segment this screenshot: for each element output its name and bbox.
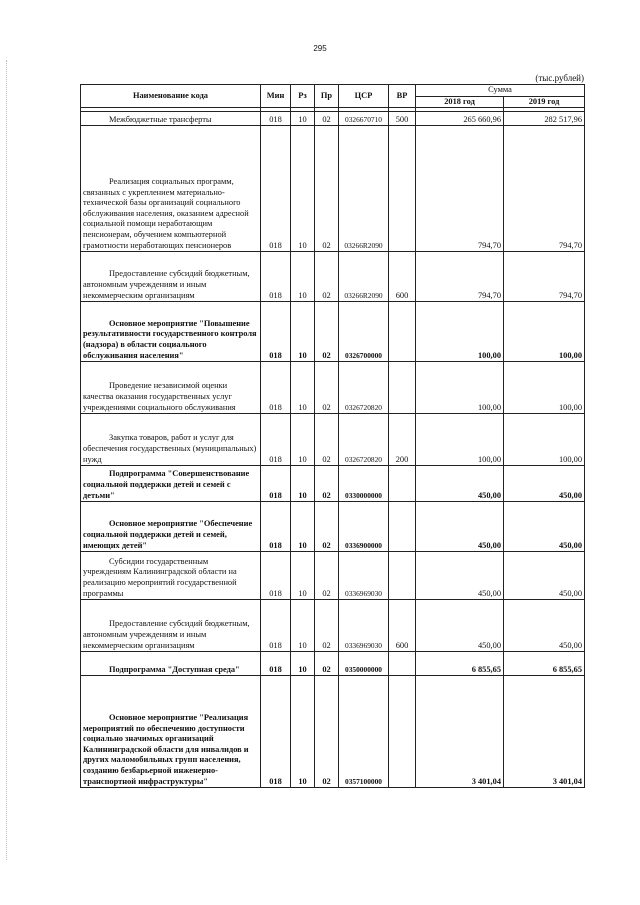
header-rz: Рз xyxy=(291,85,315,108)
row-2019: 100,00 xyxy=(504,414,585,466)
row-2018: 265 660,96 xyxy=(416,112,504,126)
row-rz: 10 xyxy=(291,502,315,552)
row-pr: 02 xyxy=(315,126,339,252)
row-vr: 500 xyxy=(389,112,416,126)
row-rz: 10 xyxy=(291,362,315,414)
row-pr: 02 xyxy=(315,414,339,466)
row-name: Реализация социальных программ, связанных с укреплением материально-технической базы организаций социального обслуживания населения, оказанием адресной социальной помощи неработающим пенсионерам, обучением компьютерной грамотности неработающих пенсионеров xyxy=(83,177,249,250)
row-csr: 0357100000 xyxy=(339,676,389,788)
table-row xyxy=(81,502,585,552)
row-pr: 02 xyxy=(315,252,339,302)
table-row xyxy=(81,676,585,788)
row-2019: 450,00 xyxy=(504,466,585,502)
page-number: 295 xyxy=(313,44,327,53)
row-vr xyxy=(389,676,416,788)
row-csr: 0326720820 xyxy=(339,362,389,414)
row-2019: 450,00 xyxy=(504,600,585,652)
row-name: Субсидии государственным учреждениям Калининградской области на реализацию мероприятий государственной программы xyxy=(83,556,237,598)
row-pr: 02 xyxy=(315,552,339,600)
row-pr: 02 xyxy=(315,466,339,502)
row-pr: 02 xyxy=(315,676,339,788)
row-pr: 02 xyxy=(315,502,339,552)
row-2019: 100,00 xyxy=(504,302,585,362)
row-csr: 0336900000 xyxy=(339,502,389,552)
header-pr: Пр xyxy=(315,85,339,108)
row-vr xyxy=(389,126,416,252)
row-vr xyxy=(389,302,416,362)
row-csr: 0330000000 xyxy=(339,466,389,502)
row-rz: 10 xyxy=(291,652,315,676)
row-2018: 100,00 xyxy=(416,362,504,414)
row-2019: 794,70 xyxy=(504,126,585,252)
row-rz: 10 xyxy=(291,126,315,252)
row-vr xyxy=(389,362,416,414)
row-min: 018 xyxy=(261,652,291,676)
header-sum: Сумма xyxy=(416,85,585,97)
table-row xyxy=(81,466,585,502)
row-rz: 10 xyxy=(291,302,315,362)
row-csr: 0350000000 xyxy=(339,652,389,676)
budget-table xyxy=(80,84,585,788)
header-name: Наименование кода xyxy=(81,85,261,108)
row-pr: 02 xyxy=(315,112,339,126)
row-min: 018 xyxy=(261,362,291,414)
row-csr: 0326700000 xyxy=(339,302,389,362)
row-csr: 0336969030 xyxy=(339,552,389,600)
table-row xyxy=(81,252,585,302)
table-row xyxy=(81,302,585,362)
header-2018: 2018 год xyxy=(416,96,504,108)
row-rz: 10 xyxy=(291,112,315,126)
row-min: 018 xyxy=(261,600,291,652)
units-label: (тыс.рублей) xyxy=(535,73,584,83)
row-vr xyxy=(389,552,416,600)
row-2018: 450,00 xyxy=(416,600,504,652)
row-rz: 10 xyxy=(291,600,315,652)
row-name: Основное мероприятие "Реализация мероприятий по обеспечению доступности социально значимых организаций Калининградской области для инвалидов и других маломобильных групп населения, созданию безбарьерной инженерно-транспортной инфраструктуры" xyxy=(83,713,249,786)
table-row xyxy=(81,362,585,414)
row-name: Подпрограмма "Доступная среда" xyxy=(109,664,240,674)
row-vr xyxy=(389,466,416,502)
row-2019: 450,00 xyxy=(504,552,585,600)
row-vr: 600 xyxy=(389,600,416,652)
row-vr xyxy=(389,502,416,552)
row-2018: 450,00 xyxy=(416,502,504,552)
row-min: 018 xyxy=(261,552,291,600)
row-2018: 100,00 xyxy=(416,302,504,362)
row-csr: 03266R2090 xyxy=(339,126,389,252)
row-pr: 02 xyxy=(315,302,339,362)
header-min: Мин xyxy=(261,85,291,108)
row-min: 018 xyxy=(261,466,291,502)
row-name: Основное мероприятие "Обеспечение социальной поддержки детей и семей, имеющих детей" xyxy=(83,519,253,550)
row-2018: 450,00 xyxy=(416,466,504,502)
row-name: Предоставление субсидий бюджетным, автономным учреждениям и иным некоммерческим организациям xyxy=(83,619,250,650)
row-csr: 0336969030 xyxy=(339,600,389,652)
row-2019: 450,00 xyxy=(504,502,585,552)
table-row xyxy=(81,112,585,126)
row-rz: 10 xyxy=(291,466,315,502)
table-row xyxy=(81,600,585,652)
row-2018: 794,70 xyxy=(416,126,504,252)
row-pr: 02 xyxy=(315,600,339,652)
header-vr: ВР xyxy=(389,85,416,108)
row-pr: 02 xyxy=(315,362,339,414)
row-pr: 02 xyxy=(315,652,339,676)
row-2018: 794,70 xyxy=(416,252,504,302)
row-min: 018 xyxy=(261,302,291,362)
row-vr: 200 xyxy=(389,414,416,466)
row-csr: 0326670710 xyxy=(339,112,389,126)
row-vr: 600 xyxy=(389,252,416,302)
row-name: Предоставление субсидий бюджетным, автономным учреждениям и иным некоммерческим организациям xyxy=(83,269,250,300)
row-csr: 0326720820 xyxy=(339,414,389,466)
row-min: 018 xyxy=(261,112,291,126)
row-name: Основное мероприятие "Повышение результативности государственного контроля (надзора) в области социального обслуживания населения" xyxy=(83,318,257,360)
row-2019: 6 855,65 xyxy=(504,652,585,676)
table-row xyxy=(81,414,585,466)
sheet-edge xyxy=(6,60,8,860)
row-2018: 100,00 xyxy=(416,414,504,466)
row-2019: 100,00 xyxy=(504,362,585,414)
row-csr: 03266R2090 xyxy=(339,252,389,302)
row-2018: 450,00 xyxy=(416,552,504,600)
row-min: 018 xyxy=(261,414,291,466)
row-min: 018 xyxy=(261,676,291,788)
row-min: 018 xyxy=(261,252,291,302)
row-min: 018 xyxy=(261,126,291,252)
row-rz: 10 xyxy=(291,414,315,466)
row-2019: 794,70 xyxy=(504,252,585,302)
row-2019: 3 401,04 xyxy=(504,676,585,788)
table-row xyxy=(81,126,585,252)
row-name: Закупка товаров, работ и услуг для обеспечения государственных (муниципальных) нужд xyxy=(83,433,257,464)
row-name: Подпрограмма "Совершенствование социальной поддержки детей и семей с детьми" xyxy=(83,469,250,500)
row-vr xyxy=(389,652,416,676)
header-csr: ЦСР xyxy=(339,85,389,108)
row-name: Проведение независимой оценки качества оказания государственных услуг учреждениями социального обслуживания xyxy=(83,381,236,412)
row-min: 018 xyxy=(261,502,291,552)
table-row xyxy=(81,652,585,676)
row-rz: 10 xyxy=(291,676,315,788)
row-2018: 6 855,65 xyxy=(416,652,504,676)
row-name: Межбюджетные трансферты xyxy=(109,114,212,124)
table-row xyxy=(81,552,585,600)
row-2018: 3 401,04 xyxy=(416,676,504,788)
row-rz: 10 xyxy=(291,252,315,302)
row-2019: 282 517,96 xyxy=(504,112,585,126)
row-rz: 10 xyxy=(291,552,315,600)
header-2019: 2019 год xyxy=(504,96,585,108)
